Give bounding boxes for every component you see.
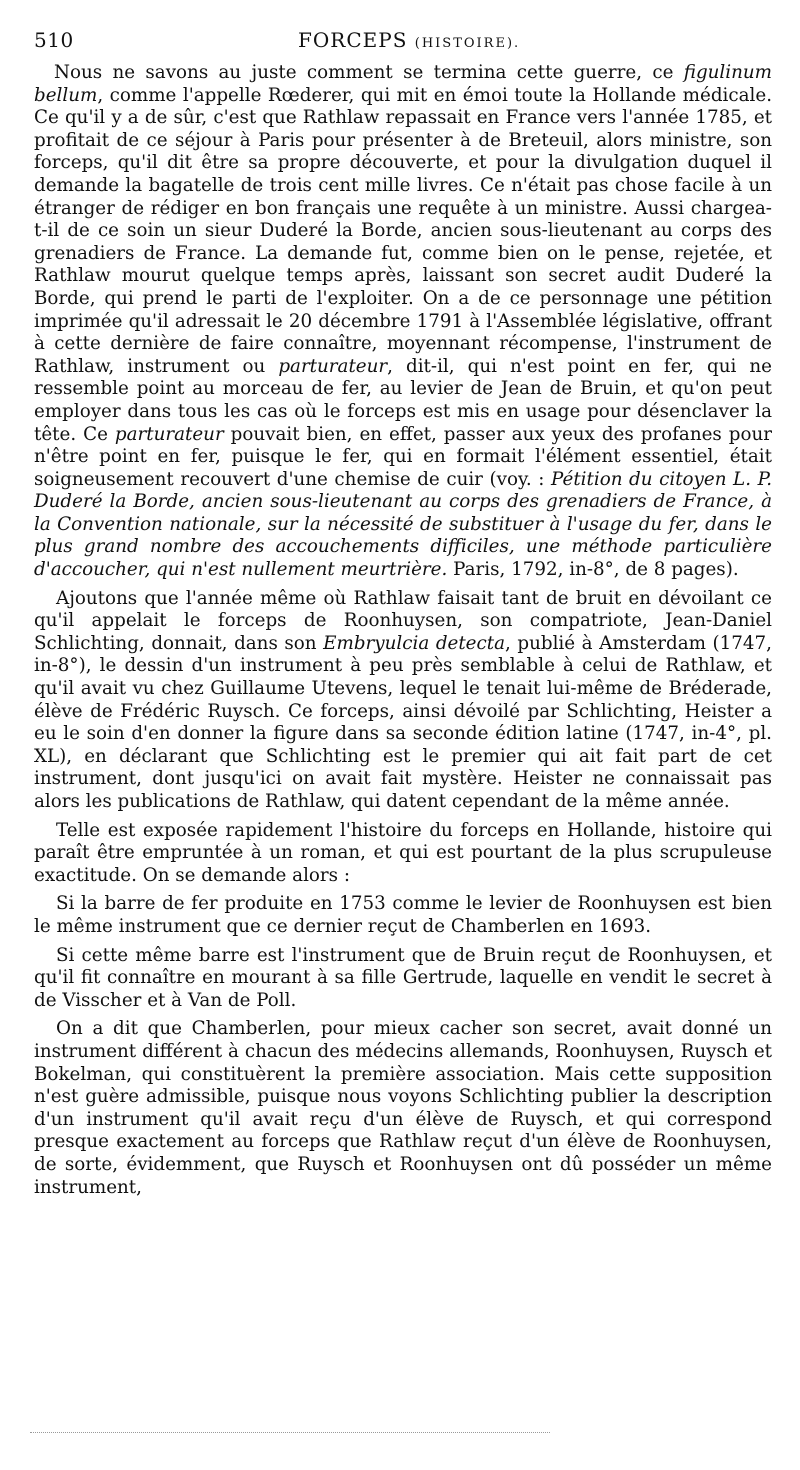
body-text (34, 62, 772, 1199)
paragraph (34, 62, 772, 582)
book-page (34, 22, 772, 1205)
paragraph (34, 945, 772, 1013)
italic-text: parturateur (114, 423, 224, 445)
paragraph (34, 1018, 772, 1199)
text-run: , comme l'appelle Rœderer, qui mit en émoi toute la Hollande médicale. Ce qu'il y a de sûr, c'est que Rathlaw repassait en France vers l'année 1785, et profitait de ce séjour à Paris pour présenter à de Breteuil, alors ministre, son forceps, qu'il dit être sa propre découverte, et pour la divulgation duquel il demande la bagatelle de trois cent mille livres. Ce n'était pas chose facile à un étranger de rédiger en bon français une requête à un ministre. Aussi chargea-t-il de ce soin un sieur Duderé la Borde, ancien sous-lieutenant au corps des grenadiers de France. La demande fut, comme bien on le pense, rejetée, et Rathlaw mourut quelque temps après, laissant son secret audit Duderé la Borde, qui prend le parti de l'exploiter. On a de ce personnage une pétition imprimée qu'il adressait le 20 décembre 1791 à l'Assemblée législative, offrant à cette dernière de faire connaître, moyennant récompense, l'instrument de Rathlaw, instrument ou (34, 84, 772, 377)
text-run: pouvait bien, en effet, passer aux yeux des profanes pour n'être point en fer, puisque le fer, qui en formait l'élément essentiel, était soigneusement recouvert d'une chemise de cuir (voy. : (34, 423, 772, 490)
text-run: Ajoutons que l'année même où Rathlaw faisait tant de bruit en dévoilant ce qu'il appelait le forceps de Roonhuysen, son compatriote, Jean-Daniel Schlichting, donnait, dans son (34, 587, 772, 654)
italic-text: Pétition du citoyen L. P. Duderé la Borde, ancien sous-lieutenant au corps des grenadiers de France, à la Convention nationale, sur la nécessité de substituer à l'usage du fer, dans le plus grand nombre des accouchements difficiles, une méthode particulière d'accoucher, qui n'est nullement meurtrière. (34, 468, 772, 581)
running-title-main: FORCEPS (298, 28, 408, 52)
page-number: 510 (34, 28, 74, 52)
footer-rule (30, 1432, 550, 1433)
text-run: Si la barre de fer produite en 1753 comme le levier de Roonhuysen est bien le même instrument que ce dernier reçut de Chamberlen en 1693. (34, 893, 772, 937)
text-run: Telle est exposée rapidement l'histoire du forceps en Hollande, histoire qui paraît être empruntée à un roman, et qui est pourtant de la plus scrupuleuse exactitude. On se demande alors : (34, 819, 772, 886)
text-run: Si cette même barre est l'instrument que de Bruin reçut de Roonhuysen, et qu'il fit connaître en mourant à sa fille Gertrude, laquelle en vendit le secret à de Visscher et à Van de Poll. (34, 944, 772, 1011)
text-run: On a dit que Chamberlen, pour mieux cacher son secret, avait donné un instrument différent à chacun des médecins allemands, Roonhuysen, Ruysch et Bokelman, qui constituèrent la première association. Mais cette supposition n'est guère admissible, puisque nous voyons Schlichting publier la description d'un instrument qu'il avait reçu d'un élève de Ruysch, et qui correspond presque exactement au forceps que Rathlaw reçut d'un élève de Roonhuysen, de sorte, évidemment, que Ruysch et Roonhuysen ont dû posséder un même instrument, (34, 1018, 772, 1198)
text-run: Paris, 1792, in-8°, de 8 pages). (447, 559, 739, 581)
text-run: , dit-il, qui n'est point en fer, qui ne ressemble point au morceau de fer, au levier de Jean de Bruin, et qu'on peut employer dans tous les cas où le forceps est mis en usage pour désenclaver la tête. Ce (34, 355, 772, 445)
running-title-sub: (HISTOIRE). (414, 36, 521, 51)
text-run: Nous ne savons au juste comment se termina cette guerre, ce (54, 62, 684, 83)
paragraph (34, 820, 772, 888)
running-title (298, 28, 520, 52)
paragraph (34, 588, 772, 814)
paragraph (34, 893, 772, 938)
italic-text: Embryulcia detecta (323, 632, 505, 654)
italic-text: parturateur (278, 355, 388, 377)
italic-text: figulinum bellum (34, 62, 772, 106)
running-header (34, 22, 772, 62)
text-run: , publié à Amsterdam (1747, in-8°), le dessin d'un instrument à peu près semblable à celui de Rathlaw, et qu'il avait vu chez Guillaume Utevens, lequel le tenait lui-même de Bréderade, élève de Frédéric Ruysch. Ce forceps, ainsi dévoilé par Schlichting, Heister a eu le soin d'en donner la figure dans sa seconde édition latine (1747, in-4°, pl. XL), en déclarant que Schlichting est le premier qui ait fait part de cet instrument, dont jusqu'ici on avait fait mystère. Heister ne connaissait pas alors les publications de Rathlaw, qui datent cependant de la même année. (34, 632, 772, 812)
